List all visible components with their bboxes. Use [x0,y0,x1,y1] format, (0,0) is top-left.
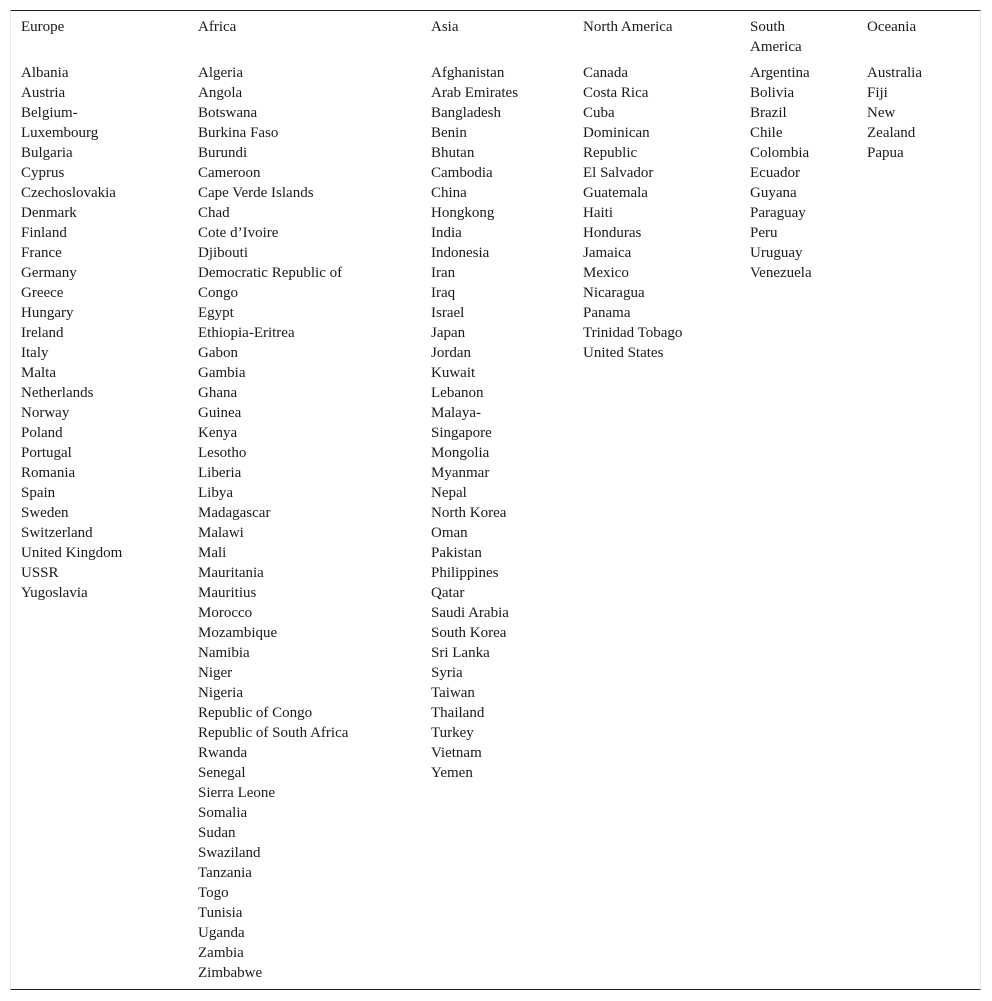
country-item: Guyana [750,185,797,201]
country-item: Indonesia [431,245,490,261]
country-item: Venezuela [750,265,812,281]
country-item: Pakistan [431,545,482,561]
country-item: Luxembourg [21,125,99,141]
country-item: Iran [431,265,456,281]
country-item: Belgium- [21,105,78,121]
country-item: Cape Verde Islands [198,185,314,201]
country-item: Zimbabwe [198,965,263,981]
country-item: Portugal [21,445,72,461]
country-item: Morocco [198,605,253,621]
country-item: Lesotho [198,445,247,461]
country-item: Bulgaria [21,145,73,161]
country-item: Guatemala [583,185,648,201]
country-item: Oman [431,525,468,541]
country-item: Rwanda [198,745,248,761]
country-item: Syria [431,665,463,681]
country-item: Tanzania [198,865,252,881]
country-item: Egypt [198,305,234,321]
country-item: Kuwait [431,365,476,381]
country-item: Italy [21,345,49,361]
country-item: Nepal [431,485,467,501]
country-item: Israel [431,305,465,321]
country-item: Brazil [750,105,787,121]
country-item: Malta [21,365,56,381]
country-item: Paraguay [750,205,806,221]
country-item: Malaya- [431,405,481,421]
country-item: Bhutan [431,145,475,161]
country-item: Papua [867,145,904,161]
country-item: Denmark [21,205,77,221]
country-item: Senegal [198,765,246,781]
country-item: Finland [21,225,67,241]
country-item: Jamaica [583,245,632,261]
country-item: Botswana [198,105,258,121]
country-item: Romania [21,465,76,481]
country-item: Singapore [431,425,492,441]
country-item: Algeria [198,65,243,81]
country-list-asia [431,63,518,783]
country-item: France [21,245,62,261]
country-item: Chad [198,205,230,221]
country-item: Tunisia [198,905,243,921]
country-item: Cuba [583,105,615,121]
country-item: Benin [431,125,467,141]
country-item: El Salvador [583,165,654,181]
country-item: Germany [21,265,77,281]
country-item: Fiji [867,85,888,101]
country-item: Greece [21,285,64,301]
country-item: Nicaragua [583,285,645,301]
country-item: Libya [198,485,233,501]
country-item: United States [583,345,664,361]
country-item: Albania [21,65,69,81]
country-item: Burkina Faso [198,125,279,141]
country-item: Ireland [21,325,64,341]
country-item: Hongkong [431,205,495,221]
country-item: Cambodia [431,165,493,181]
country-item: Netherlands [21,385,94,401]
country-item: Sudan [198,825,236,841]
country-list-africa [198,63,348,983]
column-header-europe: Europe [21,19,65,35]
country-item: Spain [21,485,56,501]
country-item: Gabon [198,345,238,361]
country-item: Myanmar [431,465,490,481]
country-item: Gambia [198,365,246,381]
country-item: Czechoslovakia [21,185,116,201]
country-item: Arab Emirates [431,85,519,101]
country-item: Ecuador [750,165,800,181]
country-item: Ethiopia-Eritrea [198,325,295,341]
country-item: Vietnam [431,745,482,761]
country-item: Cote d’Ivoire [198,225,279,241]
country-item: Malawi [198,525,244,541]
country-item: Canada [583,65,628,81]
country-item: Cyprus [21,165,65,181]
country-item: Taiwan [431,685,475,701]
country-item: Mauritius [198,585,257,601]
country-item: Burundi [198,145,248,161]
country-item: Switzerland [21,525,93,541]
country-item: Mauritania [198,565,264,581]
country-item: Colombia [750,145,810,161]
country-item: Costa Rica [583,85,649,101]
country-item: Haiti [583,205,613,221]
country-item: Madagascar [198,505,271,521]
country-item: North Korea [431,505,507,521]
column-header-south-america: South America [750,19,802,55]
column-header-north-america: North America [583,19,673,35]
country-list-north-america [583,63,682,363]
country-item: Zealand [867,125,916,141]
country-item: Angola [198,85,243,101]
country-item: Nigeria [198,685,243,701]
country-item: New [867,105,896,121]
country-item: Peru [750,225,778,241]
column-header-africa: Africa [198,19,237,35]
country-item: Qatar [431,585,465,601]
country-item: Kenya [198,425,238,441]
country-item: Djibouti [198,245,249,261]
country-item: Trinidad Tobago [583,325,683,341]
country-item: Mexico [583,265,629,281]
country-item: Jordan [431,345,471,361]
country-item: Uganda [198,925,245,941]
country-item: Bangladesh [431,105,501,121]
country-list-oceania [867,63,922,163]
country-item: United Kingdom [21,545,123,561]
country-item: Somalia [198,805,248,821]
country-item: Dominican [583,125,650,141]
country-item: Honduras [583,225,642,241]
column-header-asia: Asia [431,19,459,35]
country-item: Ghana [198,385,238,401]
country-item: Swaziland [198,845,261,861]
country-item: Republic of Congo [198,705,313,721]
country-item: Japan [431,325,466,341]
country-item: Sweden [21,505,69,521]
country-item: Iraq [431,285,456,301]
country-item: Saudi Arabia [431,605,509,621]
country-list-europe [21,63,122,603]
country-item: Turkey [431,725,474,741]
country-item: Zambia [198,945,244,961]
country-item: Sierra Leone [198,785,276,801]
country-item: Togo [198,885,229,901]
country-item: Norway [21,405,70,421]
country-item: Democratic Republic of [198,265,343,281]
country-item: Guinea [198,405,242,421]
country-item: Australia [867,65,922,81]
country-item: Mongolia [431,445,490,461]
country-item: Mali [198,545,227,561]
country-item: Cameroon [198,165,261,181]
country-list-south-america [750,63,812,283]
country-item: China [431,185,467,201]
country-item: Congo [198,285,239,301]
country-item: Sri Lanka [431,645,490,661]
country-item: Thailand [431,705,485,721]
country-item: Liberia [198,465,242,481]
country-item: USSR [21,565,59,581]
country-item: Yemen [431,765,473,781]
country-item: Mozambique [198,625,278,641]
country-item: Austria [21,85,66,101]
country-item: Argentina [750,65,810,81]
country-item: Bolivia [750,85,795,101]
country-item: Republic [583,145,638,161]
country-item: Poland [21,425,63,441]
country-item: Hungary [21,305,74,321]
country-item: Niger [198,665,233,681]
country-item: Yugoslavia [21,585,88,601]
country-item: Panama [583,305,631,321]
countries-by-continent-table [10,10,981,990]
country-item: Afghanistan [431,65,505,81]
country-item: Philippines [431,565,499,581]
country-item: Chile [750,125,783,141]
country-item: Republic of South Africa [198,725,349,741]
country-item: Namibia [198,645,250,661]
country-item: Lebanon [431,385,484,401]
country-item: South Korea [431,625,507,641]
country-item: India [431,225,462,241]
country-item: Uruguay [750,245,803,261]
column-header-oceania: Oceania [867,19,917,35]
